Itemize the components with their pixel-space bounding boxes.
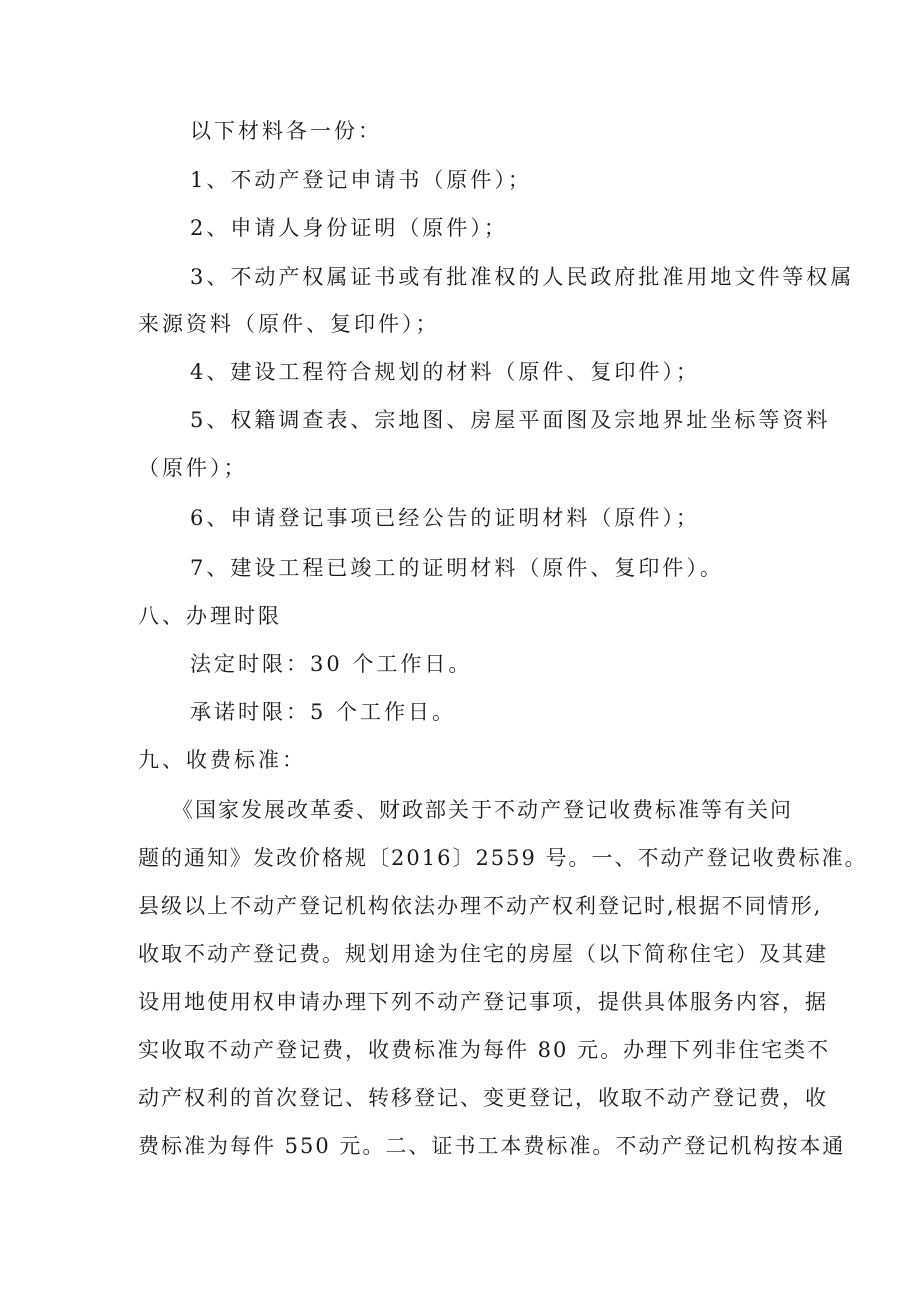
time-limit-heading: 八、办理时限 — [138, 604, 282, 628]
fee-paragraph-line: 县级以上不动产登记机构依法办理不动产权利登记时,根据不同情形, — [138, 894, 823, 918]
material-item-5-line-2: （原件）； — [138, 456, 248, 480]
fee-paragraph-line: 动产权利的首次登记、转移登记、变更登记，收取不动产登记费，收 — [138, 1086, 828, 1110]
fee-paragraph-line: 收取不动产登记费。规划用途为住宅的房屋（以下简称住宅）及其建 — [138, 942, 828, 966]
material-item-7: 7、建设工程已竣工的证明材料（原件、复印件）。 — [190, 556, 724, 580]
fee-paragraph-line: 《国家发展改革委、财政部关于不动产登记收费标准等有关问 — [172, 798, 793, 822]
material-item-4: 4、建设工程符合规划的材料（原件、复印件）； — [190, 360, 700, 384]
material-item-3-line-2: 来源资料（原件、复印件）； — [138, 312, 440, 336]
fee-paragraph-line: 题的通知》发改价格规〔2016〕2559 号。一、不动产登记收费标准。 — [138, 846, 868, 870]
promised-time-limit: 承诺时限：5 个工作日。 — [190, 700, 457, 724]
legal-time-limit: 法定时限：30 个工作日。 — [190, 652, 473, 676]
fee-paragraph-line: 费标准为每件 550 元。二、证书工本费标准。不动产登记机构按本通 — [138, 1134, 846, 1158]
fee-paragraph-line: 设用地使用权申请办理下列不动产登记事项，提供具体服务内容，据 — [138, 990, 828, 1014]
fee-paragraph-line: 实收取不动产登记费，收费标准为每件 80 元。办理下列非住宅类不 — [138, 1038, 831, 1062]
fees-heading: 九、收费标准： — [138, 748, 306, 772]
material-item-3-line-1: 3、不动产权属证书或有批准权的人民政府批准用地文件等权属 — [190, 265, 855, 289]
materials-intro: 以下材料各一份： — [190, 119, 382, 143]
material-item-6: 6、申请登记事项已经公告的证明材料（原件）； — [190, 506, 700, 530]
material-item-2: 2、申请人身份证明（原件）； — [190, 216, 508, 240]
material-item-5-line-1: 5、权籍调查表、宗地图、房屋平面图及宗地界址坐标等资料 — [190, 408, 831, 432]
material-item-1: 1、不动产登记申请书（原件）； — [190, 168, 532, 192]
